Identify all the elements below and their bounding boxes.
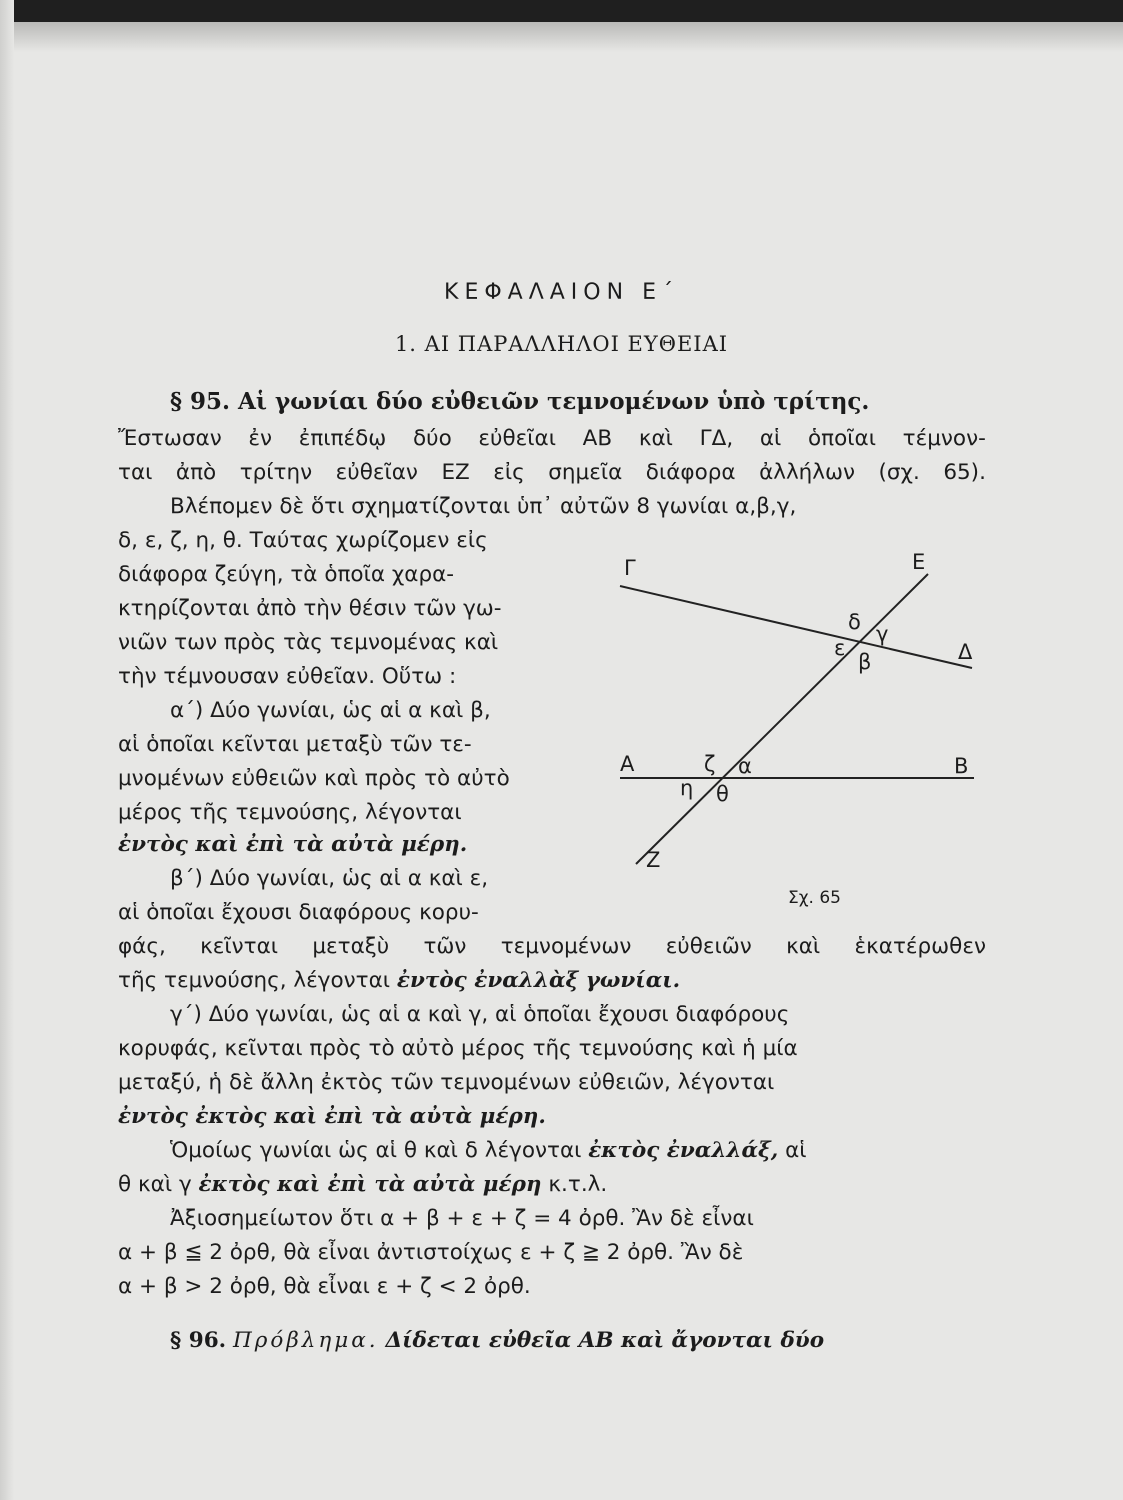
text-line: κτηρίζονται ἀπὸ τὴν θέσιν τῶν γω- (118, 596, 502, 621)
word: τέμνον- (902, 426, 986, 451)
point-label: Β (954, 754, 969, 778)
text-line: κορυφάς, κεῖνται πρὸς τὸ αὐτὸ μέρος τῆς τεμνούσης καὶ ἡ μία (118, 1036, 798, 1061)
word: καὶ (638, 426, 673, 451)
line-gamma-delta (620, 586, 972, 668)
text-line: α΄) Δύο γωνίαι, ὡς αἱ α καὶ β, (170, 698, 491, 723)
scan-top-border (0, 0, 1123, 22)
text-line (118, 462, 986, 484)
text-span: θ καὶ γ (118, 1172, 192, 1197)
word: ὁποῖαι (808, 426, 876, 451)
scan-top-shadow (0, 22, 1123, 52)
angle-label: α (738, 754, 752, 778)
angle-label: δ (848, 610, 861, 634)
word: ἐπιπέδῳ (298, 426, 387, 451)
text-line: Βλέπομεν δὲ ὅτι σχηματίζονται ὑπ᾽ αὐτῶν 8 γωνίαι α,β,γ, (170, 494, 797, 519)
section-96-heading (170, 1330, 824, 1352)
word: τρίτην (239, 460, 313, 485)
text-span: αἱ (785, 1138, 807, 1163)
word: εἰς (493, 460, 525, 485)
word: Ἔστωσαν (118, 426, 222, 451)
scan-left-edge (0, 0, 14, 1500)
word: φάς, (118, 934, 166, 959)
text-line: νιῶν των πρὸς τὰς τεμνομένας καὶ (118, 630, 499, 655)
text-line (118, 970, 680, 992)
word: εὐθεῖαν (335, 460, 418, 485)
word: εὐθειῶν (665, 934, 752, 959)
emphasis-line: ἐντὸς ἐκτὸς καὶ ἐπὶ τὰ αὐτὰ μέρη. (118, 1104, 546, 1129)
text-line (118, 936, 986, 958)
word: διάφορα (645, 460, 736, 485)
word: ἑκατέρωθεν (854, 934, 986, 959)
figure-65-drawing (612, 548, 992, 918)
word: κεῖνται (200, 934, 279, 959)
transversal-line (636, 574, 928, 864)
point-label: Α (620, 752, 635, 776)
problem-label: Πρόβλημα. (232, 1328, 379, 1353)
word: εὐθεῖαι (478, 426, 556, 451)
word: ται (118, 460, 153, 485)
angle-label: η (680, 776, 694, 800)
point-label: Ζ (646, 848, 661, 872)
word: τεμνομένων (500, 934, 632, 959)
word: τῶν (423, 934, 467, 959)
text-line: α + β ≦ 2 ὀρθ, θὰ εἶναι ἀντιστοίχως ε + ζ ≧ 2 ὀρθ. Ἂν δὲ (118, 1240, 744, 1265)
word: ἀπὸ (175, 460, 217, 485)
angle-label: β (858, 650, 872, 674)
point-label: Δ (958, 640, 973, 664)
word: ΕΖ (441, 460, 470, 485)
text-line: Ἀξιοσημείωτον ὅτι α + β + ε + ζ = 4 ὀρθ. Ἂν δὲ εἶναι (170, 1206, 754, 1231)
word: σημεῖα (548, 460, 623, 485)
section-title: 1. ΑΙ ΠΑΡΑΛΛΗΛΟΙ ΕΥΘΕΙΑΙ (394, 332, 729, 356)
word: μεταξὺ (312, 934, 390, 959)
point-label: Ε (912, 550, 926, 574)
text-line: αἱ ὁποῖαι ἔχουσι διαφόρους κορυ- (118, 900, 479, 925)
word: 65). (943, 460, 986, 485)
emphasis-line: ἐντὸς καὶ ἐπὶ τὰ αὐτὰ μέρη. (118, 832, 468, 857)
text-line: μνομένων εὐθειῶν καὶ πρὸς τὸ αὐτὸ (118, 766, 510, 791)
emphasis-span: Δίδεται εὐθεῖα ΑΒ καὶ ἄγονται δύο (385, 1328, 825, 1353)
emphasis-span: ἐκτὸς καὶ ἐπὶ τὰ αὐτὰ μέρη (198, 1172, 542, 1197)
text-line: β΄) Δύο γωνίαι, ὡς αἱ α καὶ ε, (170, 866, 489, 891)
text-line: διάφορα ζεύγη, τὰ ὁποῖα χαρα- (118, 562, 455, 587)
word: ΑΒ (582, 426, 613, 451)
text-line: αἱ ὁποῖαι κεῖνται μεταξὺ τῶν τε- (118, 732, 472, 757)
angle-label: γ (876, 622, 889, 646)
section-95-heading: § 95. Αἱ γωνίαι δύο εὐθειῶν τεμνομένων ὑπὸ τρίτης. (170, 388, 870, 415)
word: ἀλλήλων (759, 460, 856, 485)
text-line: γ΄) Δύο γωνίαι, ὡς αἱ α καὶ γ, αἱ ὁποῖαι ἔχουσι διαφόρους (170, 1002, 790, 1027)
text-line: μεταξύ, ἡ δὲ ἄλλη ἐκτὸς τῶν τεμνομένων εὐθειῶν, λέγονται (118, 1070, 775, 1095)
point-label: Γ (624, 556, 636, 580)
text-line: α + β > 2 ὀρθ, θὰ εἶναι ε + ζ < 2 ὀρθ. (118, 1274, 531, 1299)
angle-label: ε (834, 636, 846, 660)
text-span: Ὁμοίως γωνίαι ὡς αἱ θ καὶ δ λέγονται (170, 1138, 582, 1163)
emphasis-span: ἐκτὸς ἐναλλάξ, (588, 1138, 779, 1163)
figure-caption: Σχ. 65 (788, 888, 842, 908)
word: αἱ (759, 426, 782, 451)
word: δύο (412, 426, 452, 451)
text-line: μέρος τῆς τεμνούσης, λέγονται (118, 800, 462, 825)
word: ΓΔ, (699, 426, 734, 451)
word: ἐν (248, 426, 273, 451)
word: (σχ. (878, 460, 920, 485)
angle-label: θ (716, 782, 729, 806)
text-line: τὴν τέμνουσαν εὐθεῖαν. Οὕτω : (118, 664, 457, 689)
text-line: δ, ε, ζ, η, θ. Ταύτας χωρίζομεν εἰς (118, 528, 488, 553)
text-line (170, 1140, 807, 1162)
emphasis-span: ἐντὸς ἐναλλὰξ γωνίαι. (396, 968, 681, 993)
figure-65 (612, 548, 992, 918)
text-span: κ.τ.λ. (548, 1172, 608, 1197)
text-span: τῆς τεμνούσης, λέγονται (118, 968, 391, 993)
text-line (118, 428, 986, 450)
section-number: § 96. (170, 1328, 227, 1353)
angle-label: ζ (704, 752, 716, 776)
text-line (118, 1174, 607, 1196)
word: καὶ (786, 934, 821, 959)
chapter-title: ΚΕΦΑΛΑΙΟΝ Ε΄ (444, 280, 679, 305)
